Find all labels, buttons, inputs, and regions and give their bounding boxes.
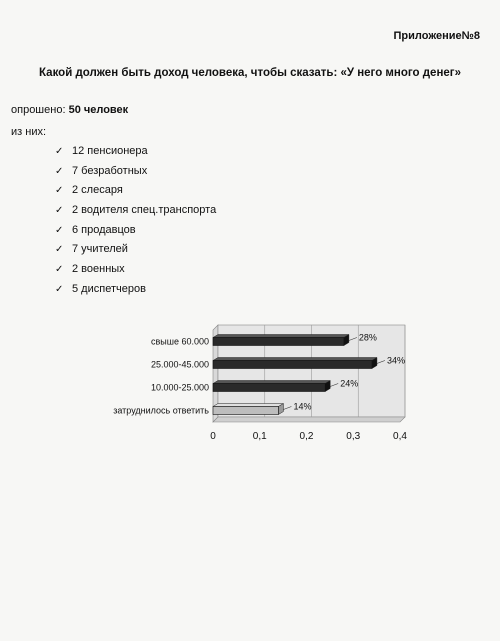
data-label: 14% <box>293 401 312 412</box>
list-item-label: 2 военных <box>72 263 125 276</box>
data-label: 24% <box>340 378 359 389</box>
data-label: 28% <box>358 332 377 343</box>
list-item-label: 2 водителя спец.транспорта <box>72 204 217 217</box>
list-item-label: 5 диспетчеров <box>72 282 146 295</box>
y-category-label: 25.000-45.000 <box>150 359 209 370</box>
x-tick-label: 0,3 <box>346 431 361 442</box>
bar-top-face <box>213 358 377 361</box>
list-item-label: 7 учителей <box>72 243 128 256</box>
data-label: 34% <box>386 355 405 366</box>
x-tick-label: 0,4 <box>393 431 407 442</box>
check-icon: ✓ <box>55 185 64 197</box>
x-tick-label: 0,1 <box>252 431 267 442</box>
bar <box>213 407 278 415</box>
check-icon: ✓ <box>55 244 64 256</box>
x-tick-label: 0,2 <box>299 431 314 442</box>
list-item-label: 2 слесаря <box>72 184 123 197</box>
chart-floor <box>213 417 405 422</box>
y-category-label: 10.000-25.000 <box>150 382 209 393</box>
bar-top-face <box>213 381 330 384</box>
bar-top-face <box>213 404 283 407</box>
bar-top-face <box>213 335 349 338</box>
check-icon: ✓ <box>55 205 64 217</box>
page-title: Какой должен быть доход человека, чтобы сказать: «У него много денег» <box>39 67 461 79</box>
list-item-label: 7 безработных <box>72 164 148 177</box>
list-item-label: 6 продавцов <box>72 223 136 236</box>
check-icon: ✓ <box>55 283 64 295</box>
check-icon: ✓ <box>55 224 64 236</box>
bar <box>213 384 325 392</box>
check-icon: ✓ <box>55 165 64 177</box>
check-icon: ✓ <box>55 146 64 157</box>
bar <box>213 361 372 369</box>
bar <box>213 338 344 346</box>
of-them-label: из них: <box>11 126 47 138</box>
appendix-label: Приложение№8 <box>393 30 480 42</box>
x-tick-label: 0 <box>210 431 216 442</box>
surveyed-label: опрошено: <box>11 104 66 116</box>
check-icon: ✓ <box>55 264 64 276</box>
y-category-label: затруднилось ответить <box>113 405 209 416</box>
y-category-label: свыше 60.000 <box>150 336 209 347</box>
surveyed-value: 50 человек <box>68 104 129 116</box>
list-item-label: 12 пенсионера <box>72 145 148 157</box>
